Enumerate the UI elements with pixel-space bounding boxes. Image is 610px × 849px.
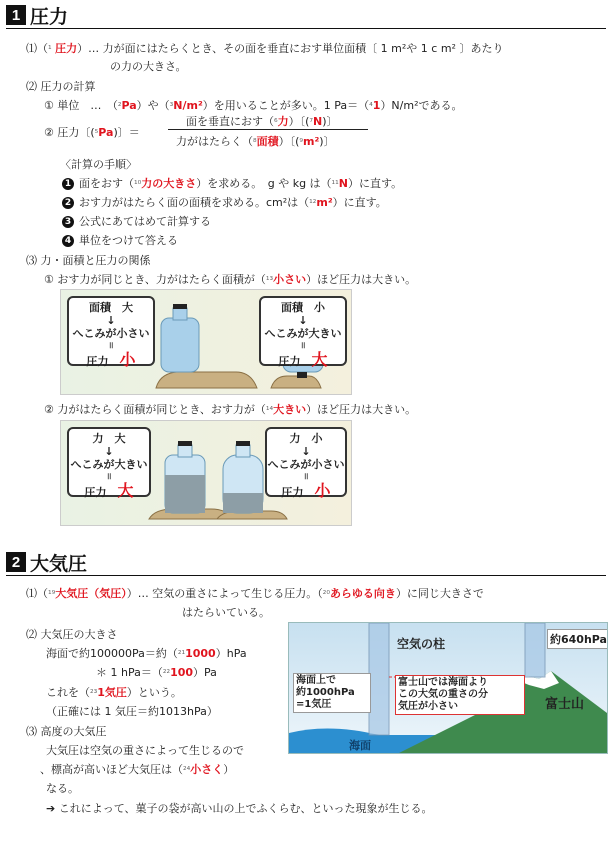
section-divider (6, 575, 606, 576)
magnitude-line-2: ＊ 1 hPa＝（²²100）Pa (96, 666, 217, 679)
relation-1: ① おす力が同じとき、力がはたらく面積が（¹³小さい）ほど圧力は大きい。 (44, 273, 417, 286)
callout-small-area: 面積 小 ↓ へこみが大きい ॥ 圧力 大 (259, 296, 347, 366)
step-number-icon: 4 (62, 235, 74, 247)
sea-label: 海面 (349, 739, 371, 752)
magnitude-line-1: 海面で約100000Pa＝約（²¹1000）hPa (46, 647, 247, 660)
atmosphere-figure (288, 622, 608, 754)
section-title: 大気圧 (30, 552, 88, 575)
definition-line: ⑴（¹ 圧力）… 力が面にはたらくとき、その面を垂直におす単位面積〔 1 m²や 1 c m² 〕あたり (26, 42, 504, 55)
figure-area (60, 289, 352, 395)
relation-2: ② 力がはたらく面積が同じとき、おす力が（¹⁴大きい）ほど圧力は大きい。 (44, 403, 417, 416)
fuji-note: 富士山では海面より この大気の重さの分 気圧が小さい (395, 675, 525, 715)
calc-heading: ⑵ 圧力の計算 (26, 80, 96, 93)
callout-large-area: 面積 大 ↓ へこみが小さい ॥ 圧力 小 (67, 296, 155, 366)
section-number: 2 (6, 552, 26, 572)
magnitude-line-3: これを（²³1気圧）という。 (46, 686, 182, 699)
atmosphere-definition-2: はたらいている。 (182, 606, 270, 619)
definition-line-2: の力の大きさ。 (110, 60, 187, 73)
formula-denominator: 力がはたらく（⁸面積）〔(⁹m²)〕 (176, 135, 335, 148)
altitude-line-2: 、標高が高いほど大気圧は（²⁴小さく） (40, 763, 235, 776)
altitude-line-3: なる。 (46, 782, 79, 795)
figure-force (60, 420, 352, 526)
air-column-label: 空気の柱 (397, 637, 446, 651)
magnitude-heading: ⑵ 大気圧の大きさ (26, 628, 118, 641)
formula-numerator: 面を垂直におす（⁶力）〔(⁷N)〕 (186, 115, 338, 128)
altitude-line-1: 大気圧は空気の重さによって生じるので (46, 744, 244, 757)
section-number: 1 (6, 5, 26, 25)
step-number-icon: 3 (62, 216, 74, 228)
steps-heading: 〈計算の手順〉 (60, 158, 137, 171)
answer-pressure: 圧力 (55, 42, 78, 55)
step-3: 3 公式にあてはめて計算する (62, 213, 211, 229)
callout-large-force: 力 大 ↓ へこみが大きい ॥ 圧力 大 (67, 427, 151, 497)
fraction-bar (168, 129, 368, 130)
step-1: 1 面をおす（¹⁰力の大きさ）を求める。 g や kg は（¹¹N）に直す。 (62, 175, 402, 191)
magnitude-line-4: （正確には 1 気圧＝約1013hPa） (46, 705, 218, 718)
atmosphere-definition: ⑴（¹⁹大気圧（気圧））… 空気の重さによって生じる圧力。（²⁰あらゆる向き）に同じ大きさで (26, 587, 484, 600)
callout-small-force: 力 小 ↓ へこみが小さい ॥ 圧力 小 (265, 427, 347, 497)
step-2: 2 おす力がはたらく面の面積を求める。cm²は（¹²m²）に直す。 (62, 194, 387, 210)
step-number-icon: 1 (62, 178, 74, 190)
summit-pressure-label: 約640hPa (547, 629, 608, 649)
formula-label: ② 圧力〔(⁵Pa)〕＝ (44, 126, 140, 139)
step-4: 4 単位をつけて答える (62, 232, 178, 248)
sea-level-pressure-label: 海面上で 約1000hPa =1気圧 (293, 673, 371, 713)
altitude-heading: ⑶ 高度の大気圧 (26, 725, 107, 738)
relation-heading: ⑶ 力・面積と圧力の関係 (26, 254, 151, 267)
step-number-icon: 2 (62, 197, 74, 209)
mountain-label: 富士山 (545, 697, 585, 712)
altitude-consequence: ➔ これによって、菓子の袋が高い山の上でふくらむ、といった現象が生じる。 (46, 802, 433, 815)
section-2-header (6, 551, 87, 573)
section-1-header (6, 4, 68, 26)
section-title: 圧力 (30, 5, 69, 28)
section-divider (6, 28, 606, 29)
unit-line: ① 単位 … （²Pa）や（³N/m²）を用いることが多い。1 Pa＝（⁴1）N/m²である。 (44, 99, 463, 112)
